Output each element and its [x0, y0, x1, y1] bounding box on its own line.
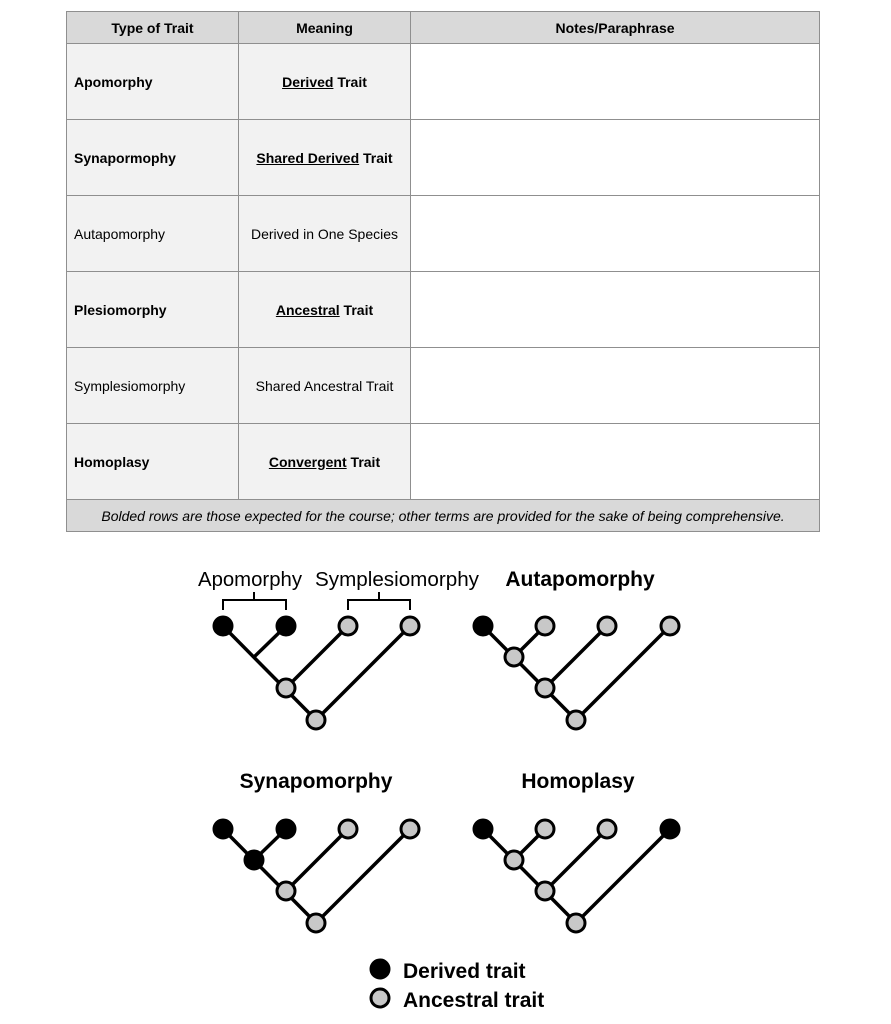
ancestral-node: [277, 882, 295, 900]
ancestral-node: [339, 617, 357, 635]
tree-apomorphy-symplesiomorphy-nodes: [214, 617, 419, 729]
apomorphy-title: Apomorphy: [198, 569, 302, 591]
ancestral-node: [505, 648, 523, 666]
ancestral-node: [401, 820, 419, 838]
ancestral-node: [536, 617, 554, 635]
table-row: [67, 44, 820, 120]
table-header-row: [67, 12, 820, 44]
trait-meaning: [239, 120, 411, 196]
footnote-row: [67, 500, 820, 532]
notes-cell[interactable]: [411, 196, 820, 272]
derived-node: [245, 851, 263, 869]
legend-ancestral-label: Ancestral trait: [403, 989, 545, 1012]
trait-meaning: [239, 44, 411, 120]
ancestral-node: [567, 914, 585, 932]
trait-meaning: Derived in One Species: [239, 196, 411, 272]
trait-meaning: Shared Ancestral Trait: [239, 348, 411, 424]
ancestral-node: [536, 882, 554, 900]
trait-type: Synapormophy: [67, 120, 239, 196]
ancestral-node: [598, 617, 616, 635]
meaning-underlined: Ancestral: [275, 301, 340, 318]
header-notes: Notes/Paraphrase: [411, 12, 820, 44]
tree-synapomorphy-nodes: [214, 820, 419, 932]
symplesiomorphy-bracket: [348, 592, 410, 610]
ancestral-node: [307, 711, 325, 729]
derived-node: [474, 617, 492, 635]
ancestral-node: [401, 617, 419, 635]
meaning-rest: Trait: [339, 301, 374, 318]
header-type: Type of Trait: [67, 12, 239, 44]
trait-type: Homoplasy: [67, 424, 239, 500]
table-row: [67, 272, 820, 348]
ancestral-node: [661, 617, 679, 635]
notes-cell[interactable]: [411, 272, 820, 348]
notes-cell[interactable]: [411, 424, 820, 500]
notes-cell[interactable]: [411, 348, 820, 424]
legend: [371, 960, 544, 1012]
homoplasy-title: Homoplasy: [521, 770, 635, 793]
cladogram-diagram: [0, 540, 891, 1024]
table-row: [67, 196, 820, 272]
trait-meaning: [239, 272, 411, 348]
symplesiomorphy-title: Symplesiomorphy: [315, 569, 479, 591]
table-row: [67, 120, 820, 196]
apomorphy-bracket: [223, 592, 286, 610]
meaning-rest: Trait: [333, 73, 367, 90]
table-row: [67, 348, 820, 424]
meaning-underlined: Shared Derived: [256, 149, 360, 166]
derived-node: [474, 820, 492, 838]
legend-derived-label: Derived trait: [403, 960, 526, 983]
trait-type: Plesiomorphy: [67, 272, 239, 348]
ancestral-node: [536, 679, 554, 697]
ancestral-node: [339, 820, 357, 838]
tree-autapomorphy-nodes: [474, 617, 679, 729]
derived-node: [277, 617, 295, 635]
header-meaning: Meaning: [239, 12, 411, 44]
meaning-underlined: Convergent: [268, 453, 347, 470]
meaning-rest: Trait: [359, 149, 393, 166]
derived-node: [214, 617, 232, 635]
table-row: [67, 424, 820, 500]
autapomorphy-title: Autapomorphy: [505, 568, 655, 591]
ancestral-node: [567, 711, 585, 729]
table-footnote: Bolded rows are those expected for the course; other terms are provided for the sake of being comprehensive.: [67, 500, 820, 532]
tree-homoplasy-nodes: [474, 820, 679, 932]
ancestral-node: [307, 914, 325, 932]
tree-homoplasy: [483, 829, 670, 923]
legend-derived-icon: [371, 960, 389, 978]
tree-apomorphy-symplesiomorphy: [223, 626, 410, 720]
trait-type: Apomorphy: [67, 44, 239, 120]
trait-type: Autapomorphy: [67, 196, 239, 272]
ancestral-node: [277, 679, 295, 697]
notes-cell[interactable]: [411, 44, 820, 120]
derived-node: [277, 820, 295, 838]
trait-type: Symplesiomorphy: [67, 348, 239, 424]
tree-autapomorphy: [483, 626, 670, 720]
derived-node: [661, 820, 679, 838]
ancestral-node: [536, 820, 554, 838]
trait-meaning: [239, 424, 411, 500]
meaning-rest: Trait: [346, 453, 381, 470]
ancestral-node: [598, 820, 616, 838]
meaning-underlined: Derived: [282, 73, 334, 90]
trait-table: [66, 11, 820, 532]
synapomorphy-title: Synapomorphy: [239, 770, 393, 793]
tree-synapomorphy: [223, 829, 410, 923]
ancestral-node: [505, 851, 523, 869]
legend-ancestral-icon: [371, 989, 389, 1007]
derived-node: [214, 820, 232, 838]
notes-cell[interactable]: [411, 120, 820, 196]
